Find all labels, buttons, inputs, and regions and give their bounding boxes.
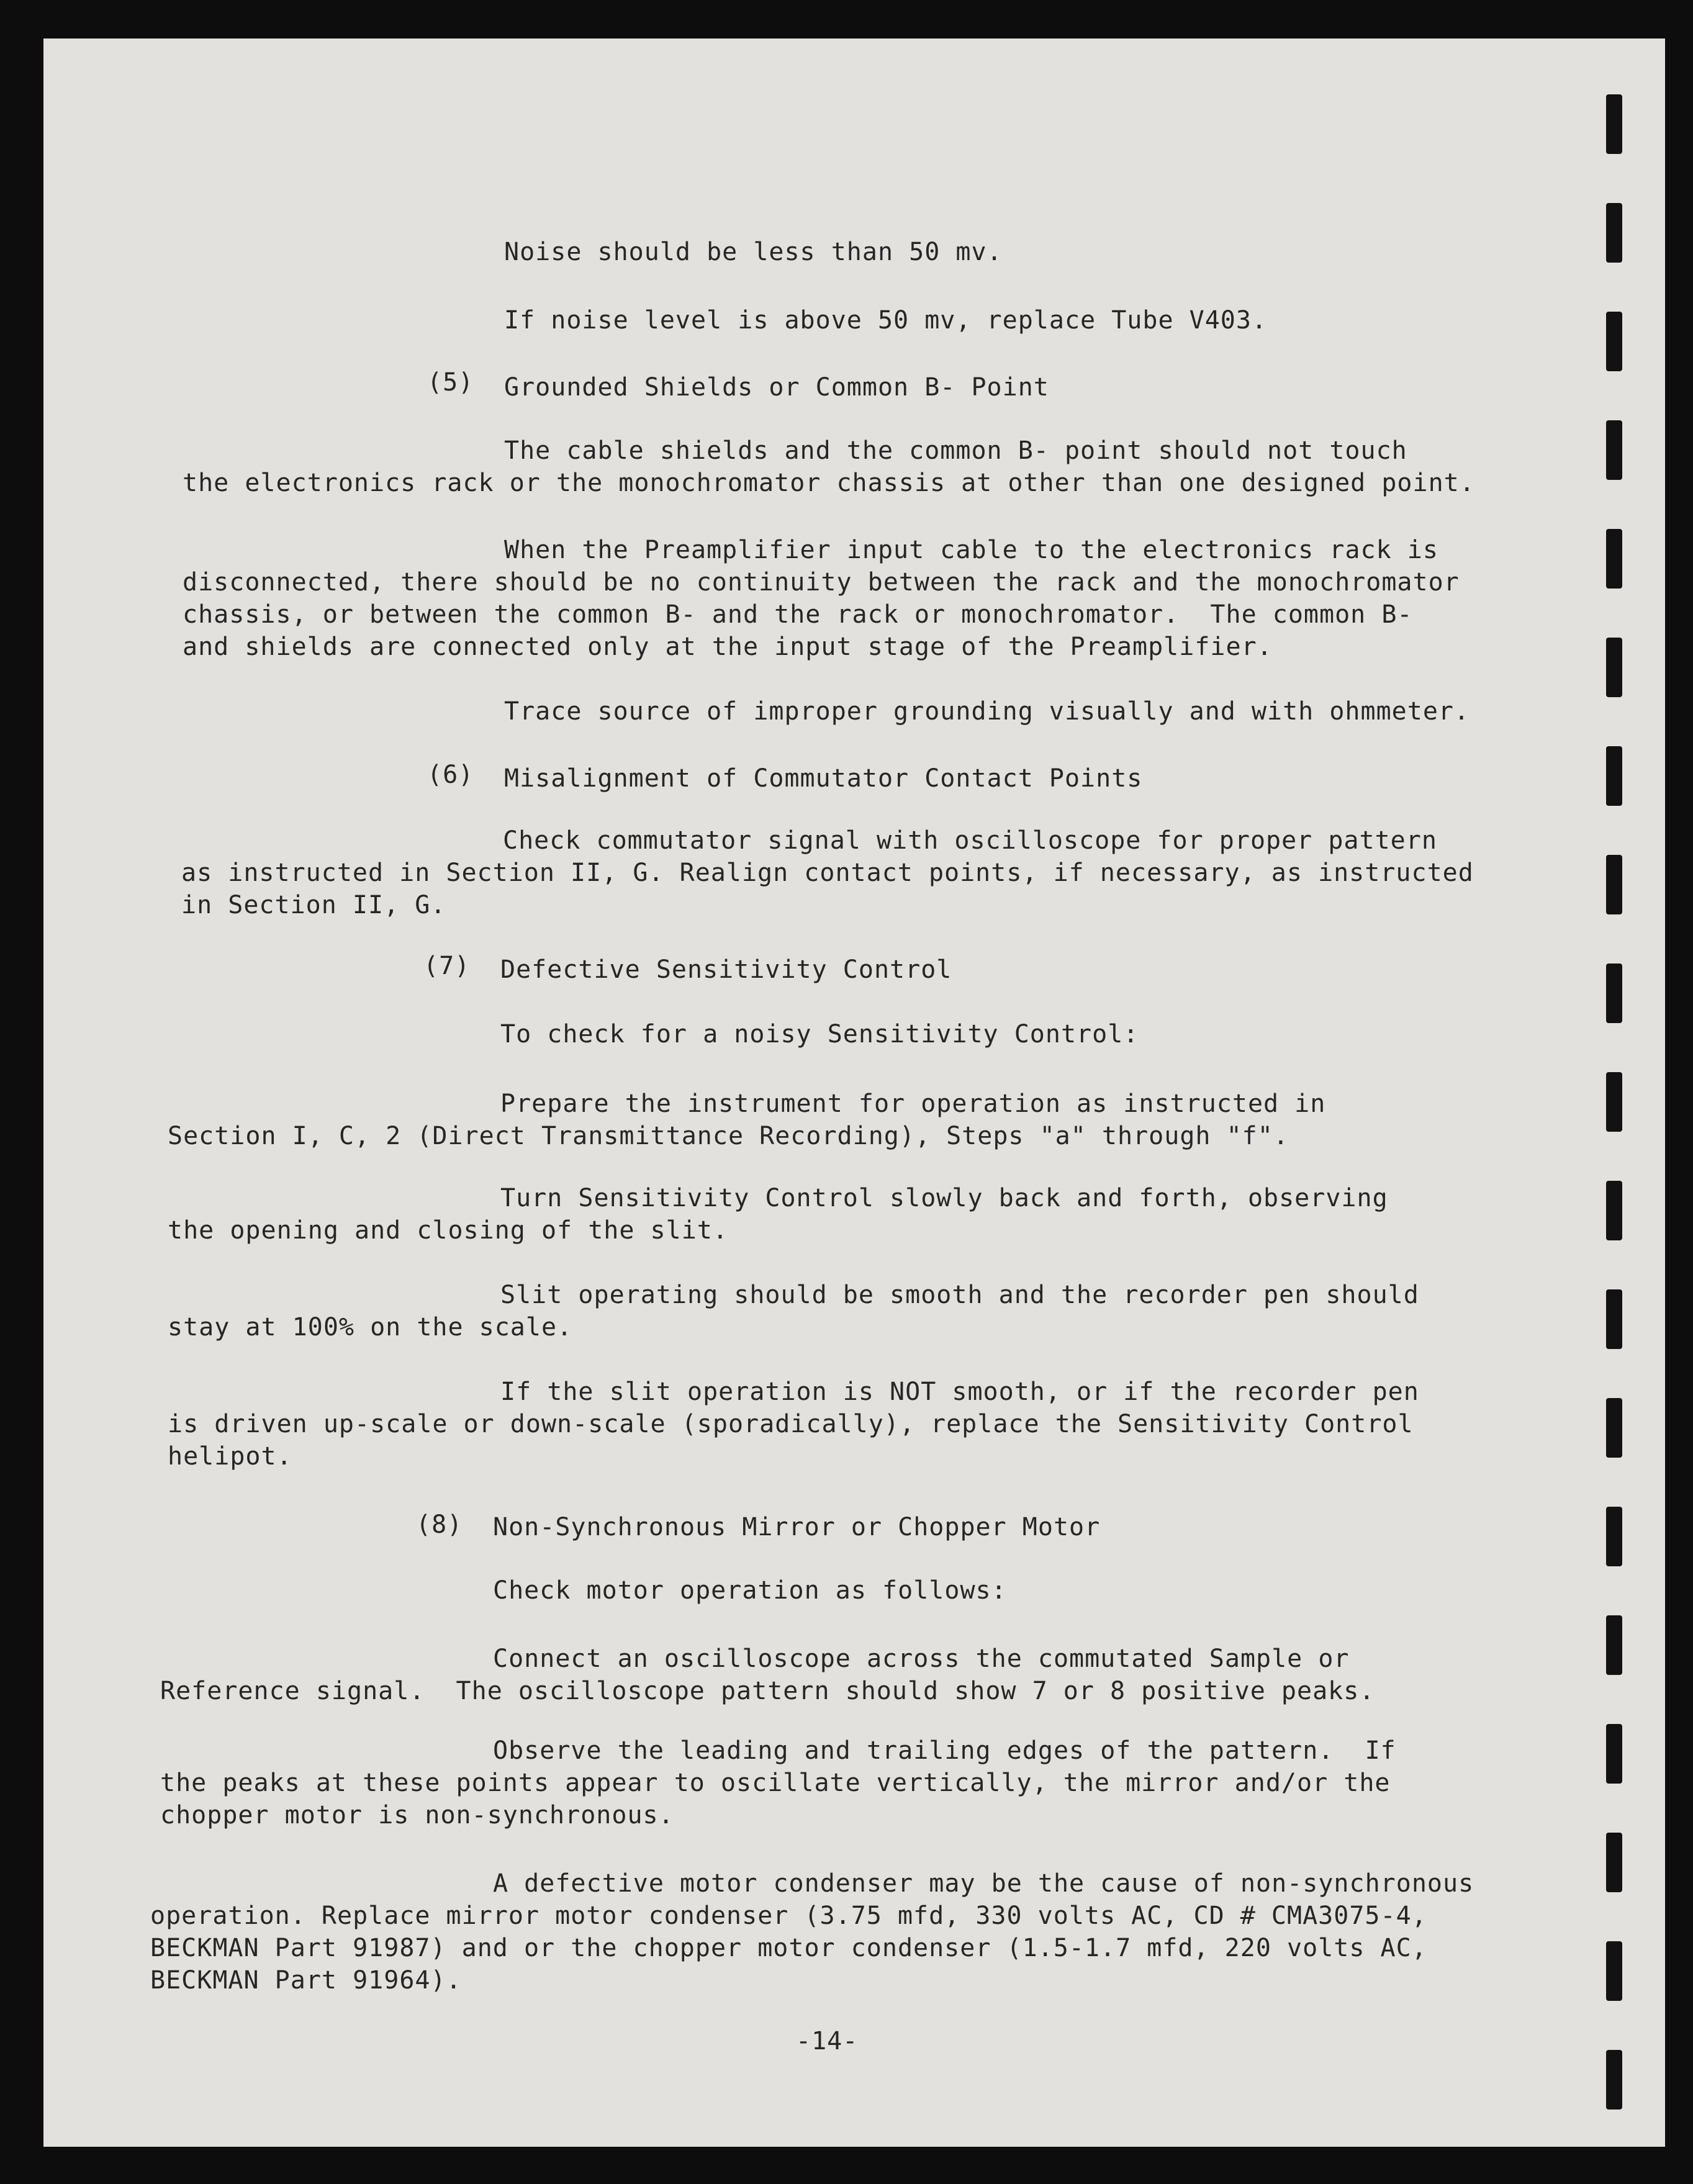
binding-hole: [1606, 203, 1622, 263]
paragraph: Prepare the instrument for operation as instructed in Section I, C, 2 (Direct Transmittance Recording), Steps "a" through "f".: [168, 1090, 1326, 1150]
paragraph: Noise should be less than 50 mv.: [504, 238, 1003, 266]
section-heading: Misalignment of Commutator Contact Points: [504, 764, 1143, 793]
binding-hole: [1606, 746, 1622, 806]
paragraph: To check for a noisy Sensitivity Control:: [500, 1020, 1139, 1049]
binding-hole: [1606, 1833, 1622, 1892]
binding-hole: [1606, 1072, 1622, 1132]
paragraph: Connect an oscilloscope across the commutated Sample or Reference signal. The oscilloscope pattern should show 7 or 8 positive peaks.: [160, 1645, 1375, 1705]
binding-holes: [1606, 38, 1631, 2147]
binding-hole: [1606, 1398, 1622, 1458]
section-heading: Defective Sensitivity Control: [500, 955, 952, 984]
binding-hole: [1606, 638, 1622, 697]
binding-hole: [1606, 963, 1622, 1023]
section-heading: Grounded Shields or Common B- Point: [504, 373, 1049, 402]
binding-hole: [1606, 855, 1622, 914]
binding-hole: [1606, 1289, 1622, 1349]
binding-hole: [1606, 420, 1622, 480]
paragraph: A defective motor condenser may be the cause of non-synchronous operation. Replace mirror motor condenser (3.75 mfd, 330 volts AC, CD # CMA3075-4, BECKMAN Part 91987) and or the chopper motor condenser (1.5-1.7 mfd, 220 volts AC, BECKMAN Part 91964).: [150, 1869, 1474, 1995]
paragraph: Check motor operation as follows:: [493, 1576, 1007, 1605]
binding-hole: [1606, 1724, 1622, 1784]
paragraph: If the slit operation is NOT smooth, or if the recorder pen is driven up-scale or down-scale (sporadically), replace the Sensitivity Control helipot.: [168, 1378, 1419, 1471]
section-number: (7): [423, 952, 471, 980]
binding-hole: [1606, 312, 1622, 371]
paragraph: When the Preamplifier input cable to the electronics rack is disconnected, there should be no continuity between the rack and the monochromator chassis, or between the common B- and the rack or monochromator. The common B- and shields are connected only at the input stage of the Preamplifier.: [183, 536, 1460, 661]
page-number: -14-: [796, 2027, 859, 2055]
binding-hole: [1606, 1507, 1622, 1566]
paragraph: Observe the leading and trailing edges of the pattern. If the peaks at these points appear to oscillate vertically, the mirror and/or the chopper motor is non-synchronous.: [160, 1736, 1396, 1830]
binding-hole: [1606, 529, 1622, 589]
section-number: (6): [427, 760, 474, 789]
document-page: [43, 38, 1665, 2147]
binding-hole: [1606, 1941, 1622, 2001]
binding-hole: [1606, 1615, 1622, 1675]
section-heading: Non-Synchronous Mirror or Chopper Motor: [493, 1513, 1101, 1541]
paragraph: The cable shields and the common B- point should not touch the electronics rack or the monochromator chassis at other than one designed point.: [183, 436, 1475, 497]
binding-hole: [1606, 1181, 1622, 1240]
paragraph: Turn Sensitivity Control slowly back and forth, observing the opening and closing of the slit.: [168, 1184, 1388, 1245]
paragraph: Slit operating should be smooth and the recorder pen should stay at 100% on the scale.: [168, 1281, 1419, 1342]
binding-hole: [1606, 94, 1622, 154]
section-number: (8): [416, 1510, 463, 1539]
paragraph: If noise level is above 50 mv, replace Tube V403.: [504, 306, 1268, 335]
section-number: (5): [427, 368, 474, 397]
paragraph: Check commutator signal with oscilloscope for proper pattern as instructed in Section II, G. Realign contact points, if necessary, as instructed in Section II, G.: [181, 826, 1474, 919]
binding-hole: [1606, 2050, 1622, 2110]
paragraph: Trace source of improper grounding visually and with ohmmeter.: [504, 697, 1470, 726]
